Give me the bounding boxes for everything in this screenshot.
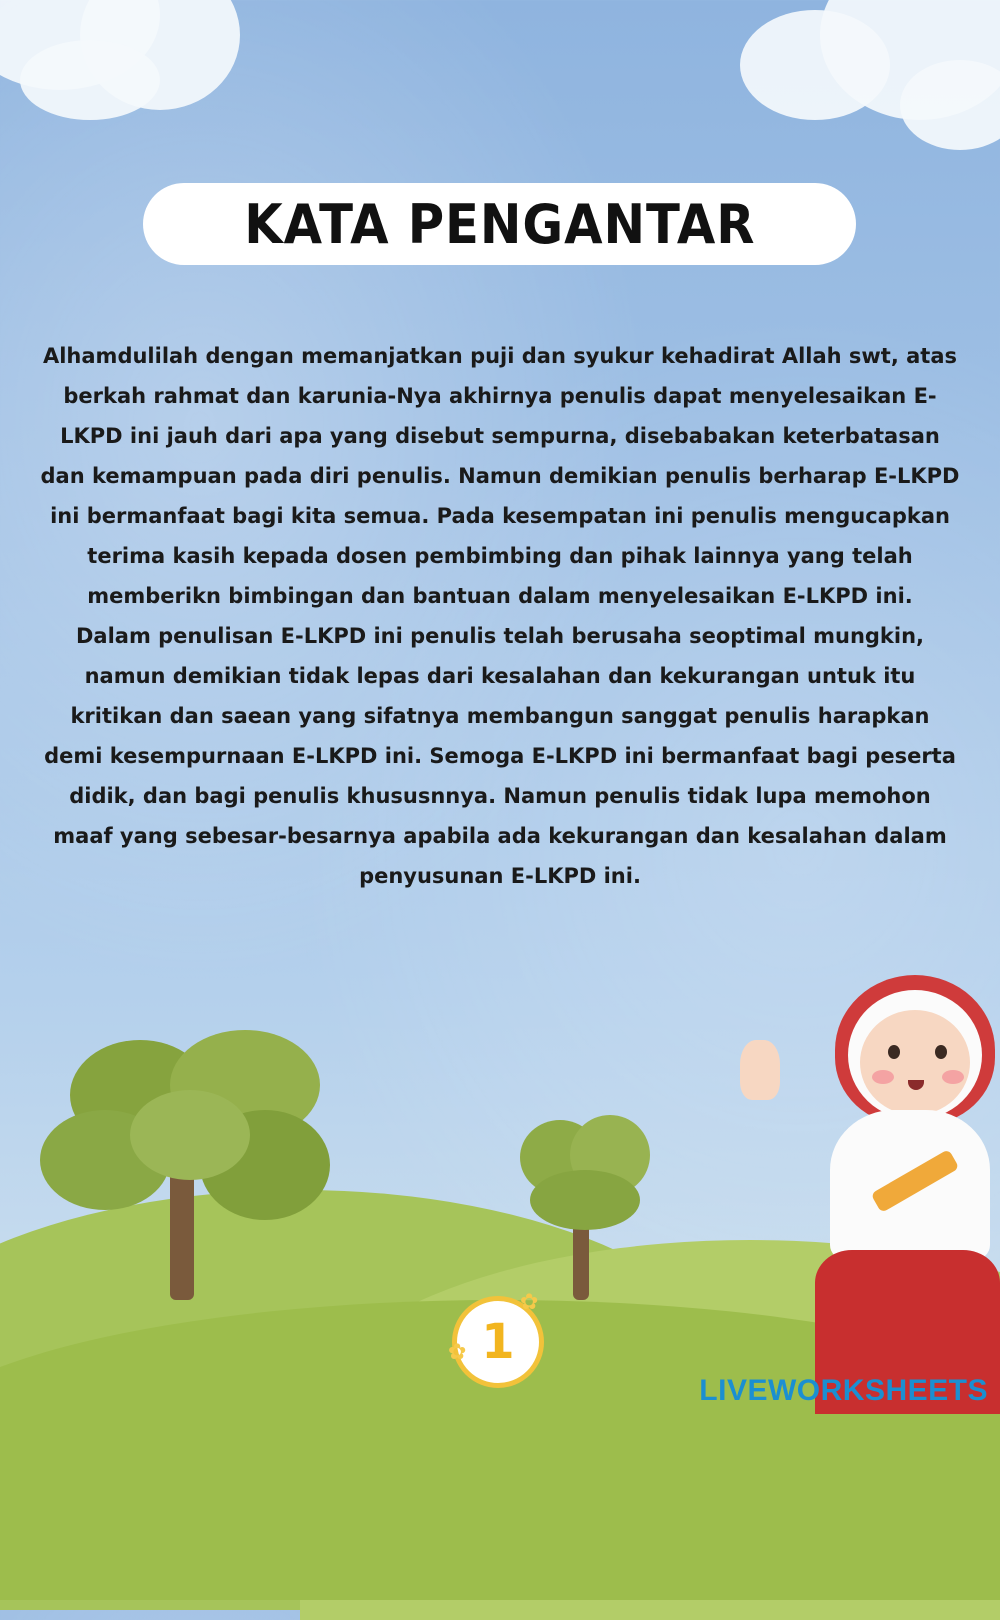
paragraph-1: Alhamdulilah dengan memanjatkan puji dan syukur kehadirat Allah swt, atas berkah rahmat dan karunia-Nya akhirnya penulis dapat menyelesaikan E-LKPD ini jauh dari apa yang disebut sempurna, disebabakan keterbatasan dan kemampuan pada diri penulis. Namun demikian penulis berharap E-LKPD ini bermanfaat bagi kita semua. Pada kesempatan ini penulis mengucapkan terima kasih kepada dosen pembimbing dan pihak lainnya yang telah memberikn bimbingan dan bantuan dalam menyelesaikan E-LKPD ini. — [40, 344, 960, 608]
paragraph-2: Dalam penulisan E-LKPD ini penulis telah berusaha seoptimal mungkin, namun demikian tidak lepas dari kesalahan dan kekurangan untuk itu kritikan dan saean yang sifatnya membangun sanggat penulis harapkan demi kesempurnaan E-LKPD ini. Semoga E-LKPD ini bermanfaat bagi peserta didik, dan bagi penulis khususnnya. Namun penulis tidak lupa memohon maaf yang sebesar-besarnya apabila ada kekurangan dan kesalahan dalam penyusunan E-LKPD ini. — [44, 624, 956, 888]
page-number: 1 — [481, 1314, 515, 1370]
page-title: KATA PENGANTAR — [243, 192, 756, 256]
body-text — [40, 336, 960, 896]
title-banner — [143, 183, 856, 265]
flower-icon: ✿ — [520, 1290, 539, 1315]
flower-icon: ✿ — [448, 1340, 467, 1365]
watermark-text: LIVEWORKSHEETS — [699, 1374, 988, 1407]
